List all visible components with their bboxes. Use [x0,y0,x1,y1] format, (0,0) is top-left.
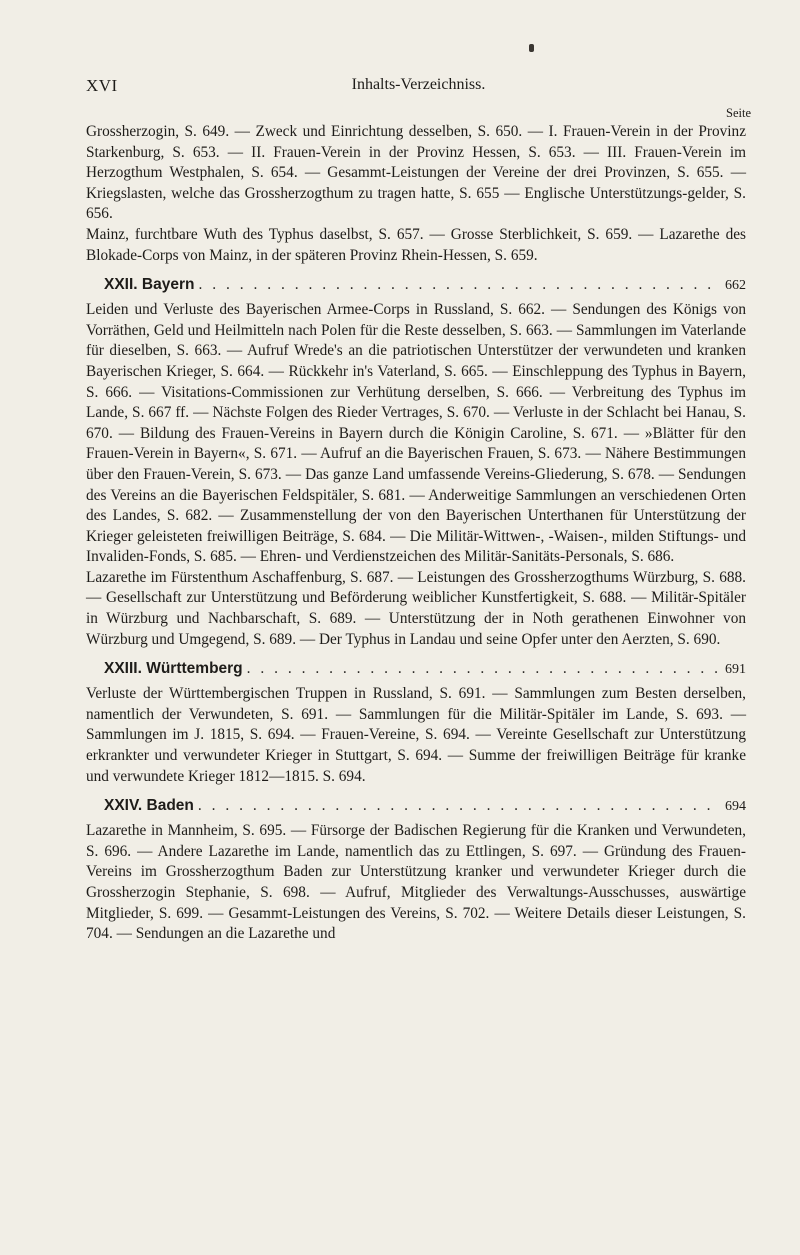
section-heading-baden [104,796,746,817]
section-title: XXIV. Baden [104,797,194,815]
toc-entry-bayern-leiden: Leiden und Verluste des Bayerischen Armee-Corps in Russland, S. 662. — Sendungen des Königs von Vorräthen, Geld und Heilmitteln nach Polen für die Reste desselben, S. 663. — Sammlungen im Vaterlande für dieselben, S. 663. — Aufruf Wrede's an die patriotischen Unterstützer der verwundeten und kranken Bayerischen Krieger, S. 664. — Rückkehr in's Vaterland, S. 665. — Einschleppung des Typhus in Bayern, S. 666. — Visitations-Commissionen zur Verhütung derselben, S. 666. — Verbreitung des Typhus im Lande, S. 667 ff. — Nächste Folgen des Rieder Vertrages, S. 670. — Verluste in der Schlacht bei Hanau, S. 670. — Bildung des Frauen-Vereins in Bayern durch die Königin Caroline, S. 671. — »Blätter für den Frauen-Verein in Bayern«, S. 671. — Aufruf an die Bayerischen Frauen, S. 673. — Nähere Bestimmungen über den Frauen-Verein, S. 673. — Das ganze Land umfassende Vereins-Gliederung, S. 678. — Sendungen des Vereins an die Bayerischen Feldspitäler, S. 681. — Anderweitige Sammlungen an verschiedenen Orten des Landes, S. 682. — Zusammenstellung der von den Bayerischen Unterthanen für Unterstützung der Krieger geleisteten freiwilligen Beiträge, S. 684. — Die Militär-Wittwen-, -Waisen-, milden Stiftungs- und Invaliden-Fonds, S. 685. — Ehren- und Verdienstzeichen des Militär-Sanitäts-Personals, S. 686. [86,301,746,566]
dot-leader [247,659,721,679]
toc-entry-grossherzogin: Grossherzogin, S. 649. — Zweck und Einrichtung desselben, S. 650. — I. Frauen-Verein in der Provinz Starkenburg, S. 653. — II. Frauen-Verein in der Provinz Hessen, S. 653. — III. Frauen-Verein im Herzogthum Westphalen, S. 654. — Gesammt-Leistungen der Vereine der drei Provinzen, S. 655. — Kriegslasten, welche das Grossherzogthum zu tragen hatte, S. 655 — Englische Unterstützungs-gelder, S. 656. [86,123,746,223]
toc-entry-aschaffenburg: Lazarethe im Fürstenthum Aschaffenburg, S. 687. — Leistungen des Grossherzogthums Würzburg, S. 688. — Gesellschaft zur Unterstützung und Beförderung weiblicher Kunstfertigkeit, S. 688. — Militär-Spitäler in Würzburg und Nachbarschaft, S. 689. — Unterstützung der in Noth gerathenen Einwohner von Würzburg und Umgegend, S. 689. — Der Typhus in Landau und seine Opfer unter den Aerzten, S. 690. [86,568,746,648]
section-title: XXII. Bayern [104,276,195,294]
seite-column-label: Seite [726,106,751,120]
section-heading-bayern [104,275,746,296]
section-page-number: 694 [725,799,746,815]
toc-entry-wuerttemberg-verluste: Verluste der Württembergischen Truppen in Russland, S. 691. — Sammlungen zum Besten derselben, namentlich der Verwundeten, S. 691. — Sammlungen für die Militär-Spitäler im Lande, S. 693. — Sammlungen im J. 1815, S. 694. — Frauen-Vereine, S. 694. — Vereinte Gesellschaft zur Unterstützung erkrankter und verwundeter Krieger in Stuttgart, S. 694. — Summe der freiwilligen Beiträge für kranke und verwundete Krieger 1812—1815. S. 694. [86,685,746,785]
toc-entry-mainz: Mainz, furchtbare Wuth des Typhus daselbst, S. 657. — Grosse Sterblichkeit, S. 659. — Lazarethe des Blokade-Corps von Mainz, in der späteren Provinz Rhein-Hessen, S. 659. [86,225,746,264]
section-page-number: 662 [725,278,746,294]
page-header [86,76,751,120]
running-title: Inhalts-Verzeichniss. [351,76,486,93]
toc-entry-baden-mannheim: Lazarethe in Mannheim, S. 695. — Fürsorge der Badischen Regierung für die Kranken und Verwundeten, S. 696. — Andere Lazarethe im Lande, namentlich das zu Ettlingen, S. 697. — Gründung des Frauen-Vereins im Grossherzogthum Baden zur Unterstützung kranker und verwundeter Krieger durch die Grossherzogin Stephanie, S. 698. — Aufruf, Mitglieder des Verwaltungs-Ausschusses, auswärtige Mitglieder, S. 699. — Gesammt-Leistungen des Vereins, S. 702. — Weitere Details dieser Leistungen, S. 704. — Sendungen an die Lazarethe und [86,822,746,943]
dot-leader [198,796,721,816]
page-number: XVI [86,76,118,95]
dot-leader [198,275,721,295]
table-of-contents [86,122,746,945]
section-title: XXIII. Württemberg [104,660,243,678]
section-page-number: 691 [725,662,746,678]
section-heading-wuerttemberg [104,659,746,680]
ink-speck [529,44,534,52]
